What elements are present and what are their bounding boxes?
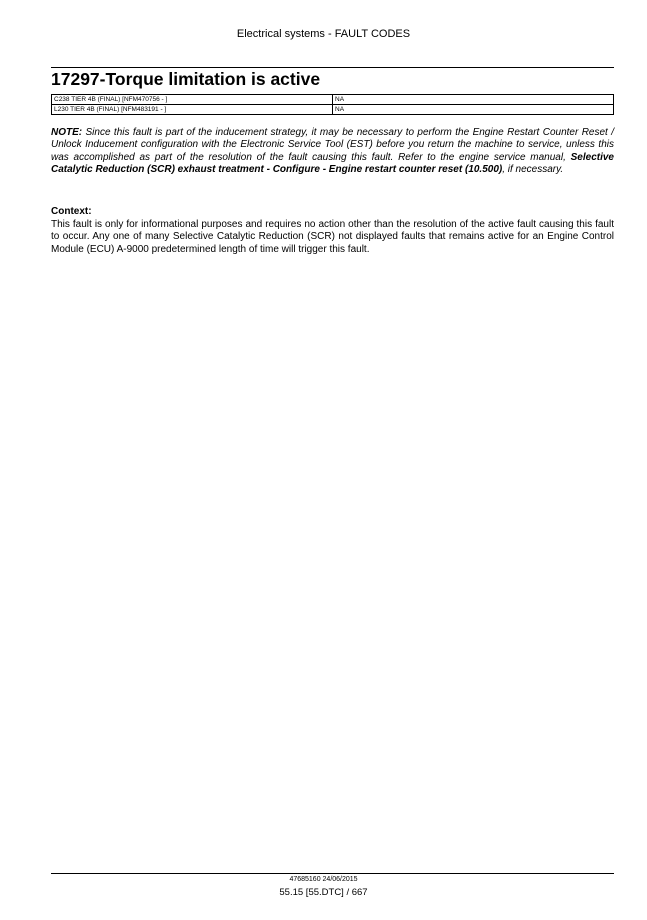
model-cell: L230 TIER 4B (FINAL) [NFM483191 - ] [52, 105, 333, 115]
footer-page-number: 55.15 [55.DTC] / 667 [279, 887, 368, 898]
context-paragraph: This fault is only for informational purposes and requires no action other than the resolution of the active fault causing this fault to occur. Any one of many Selective Catalytic Reduction (SCR) not displayed faults that remains active for an Engine Control Module (ECU) A-9000 predetermined length of time will trigger this fault. [51, 219, 614, 255]
note-reference-link[interactable]: Selective Catalytic Reduction (SCR) exhaust treatment - Configure - Engine restart counter reset (10.500) [51, 151, 614, 176]
value-cell: NA [333, 105, 614, 115]
note-text-end: , if necessary. [502, 164, 564, 176]
footer-divider [51, 873, 614, 874]
context-heading: Context: [51, 206, 92, 217]
footer-doc-date: 47685160 24/06/2015 [289, 876, 358, 883]
model-applicability-table [51, 94, 614, 115]
value-cell: NA [333, 95, 614, 105]
page-header: Electrical systems - FAULT CODES [236, 28, 411, 40]
note-label: NOTE: [51, 127, 83, 138]
model-cell: C238 TIER 4B (FINAL) [NFM470756 - ] [52, 95, 333, 105]
table-row [52, 95, 614, 105]
table-row [52, 105, 614, 115]
note-text: Since this fault is part of the inducement strategy, it may be necessary to perform the Engine Restart Counter Reset / Unlock Inducement configuration with the Electronic Service Tool (EST) before you return the machine to service, unless this was accomplished as part of the resolution of the fault causing this fault. Refer to the engine service manual, [51, 127, 614, 163]
title-divider [51, 67, 614, 68]
note-paragraph [51, 127, 614, 177]
page-title: 17297-Torque limitation is active [51, 69, 321, 89]
